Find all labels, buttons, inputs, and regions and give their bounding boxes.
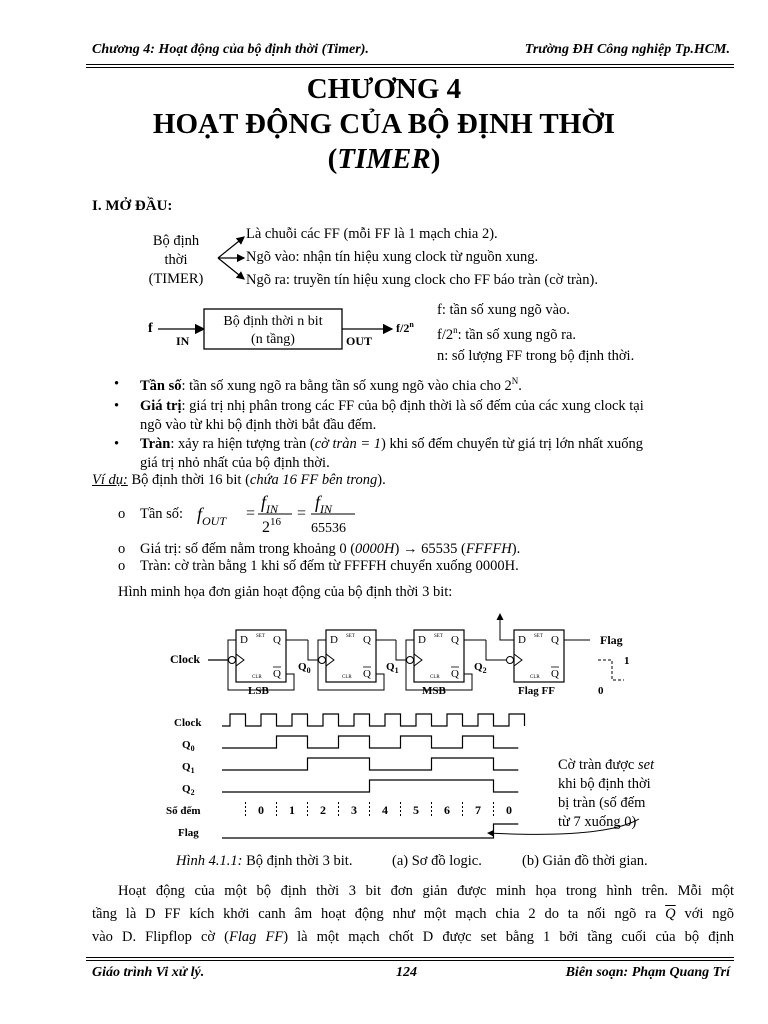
- section-heading: I. MỞ ĐẦU:: [92, 198, 173, 214]
- timer-block-diagram: [140, 303, 430, 353]
- svg-text:65536: 65536: [311, 521, 346, 536]
- count-value: 3: [351, 803, 357, 817]
- count-value: 5: [413, 803, 419, 817]
- footer-rule: [86, 957, 734, 958]
- q1-waveform: [222, 758, 518, 770]
- figure-caption: Hình 4.1.1: Bộ định thời 3 bit.: [176, 853, 353, 869]
- timing-waveforms: [222, 714, 525, 838]
- count-sequence: [246, 802, 513, 818]
- legend-item: f: tần số xung ngõ vào.: [437, 302, 570, 318]
- svg-text:CLR: CLR: [430, 675, 440, 680]
- flag-waveform: [222, 824, 518, 838]
- block-output: f/2$^n$: [396, 320, 414, 335]
- frequency-formula: [195, 488, 365, 540]
- svg-text:=: =: [246, 505, 256, 522]
- intro-item: Là chuỗi các FF (mỗi FF là 1 mạch chia 2).: [246, 226, 498, 242]
- header-rule: [86, 64, 734, 65]
- flag-ff-label: Flag FF: [518, 685, 555, 697]
- svg-text:SET: SET: [346, 634, 355, 639]
- block-input: f: [148, 321, 153, 336]
- lsb-label: LSB: [248, 685, 269, 697]
- count-value: 0: [506, 803, 512, 817]
- timing-q0-label: $Q_0$: [182, 739, 195, 753]
- svg-text:0: 0: [598, 685, 604, 697]
- svg-text:fIN: $f_{IN}$: [261, 492, 279, 516]
- flip-flop-flag: [514, 630, 564, 697]
- flag-output-label: Flag: [600, 633, 623, 647]
- count-value: 4: [382, 803, 388, 817]
- timing-clock-label: Clock: [174, 717, 202, 729]
- example-bullet-o: o: [118, 558, 126, 574]
- block-out-label: OUT: [346, 334, 373, 348]
- q2-waveform: [222, 780, 518, 792]
- q1-label: $Q_1$: [386, 661, 399, 675]
- svg-text:Q: Q: [273, 634, 281, 646]
- block-subtitle: (n tầng): [251, 332, 295, 347]
- q2-label: $Q_2$: [474, 661, 487, 675]
- svg-text:CLR: CLR: [252, 675, 262, 680]
- svg-text:Q: Q: [273, 668, 281, 680]
- bullet-frequency: • Tần số: tần số xung ngõ ra bằng tần số xung ngõ vào chia cho $2^N$.: [114, 376, 522, 394]
- svg-text:D: D: [518, 634, 526, 646]
- chapter-number: CHƯƠNG 4: [306, 73, 462, 105]
- msb-label: MSB: [422, 685, 446, 697]
- svg-text:=: =: [297, 505, 307, 522]
- header-rule-thin: [86, 67, 734, 68]
- block-in-label: IN: [176, 334, 190, 348]
- q0-label: $Q_0$: [298, 661, 311, 675]
- svg-text:D: D: [330, 634, 338, 646]
- svg-text:Q: Q: [363, 634, 371, 646]
- svg-text:Q: Q: [551, 668, 559, 680]
- overflow-note: Cờ tràn được set khi bộ định thời bị tràn (số đếm từ 7 xuống 0): [558, 757, 655, 830]
- svg-text:D: D: [418, 634, 426, 646]
- legend-item: f/2$^n$: tần số xung ngõ ra.: [437, 325, 577, 343]
- footer-left: Giáo trình Vi xử lý.: [92, 965, 205, 980]
- timing-count-label: Số đếm: [166, 805, 201, 817]
- figure-intro: Hình minh họa đơn giản hoạt động của bộ định thời 3 bit:: [118, 584, 453, 600]
- timing-q1-label: $Q_1$: [182, 761, 195, 775]
- svg-text:SET: SET: [534, 634, 543, 639]
- chapter-subtitle: (TIMER): [327, 143, 441, 175]
- flip-flop-middle: [326, 630, 376, 682]
- svg-text:Q: Q: [451, 668, 459, 680]
- svg-text:1: 1: [624, 655, 630, 667]
- count-value: 6: [444, 803, 450, 817]
- svg-text:CLR: CLR: [342, 675, 352, 680]
- block-title: Bộ định thời n bit: [223, 314, 323, 329]
- svg-text:Q: Q: [363, 668, 371, 680]
- legend-item: n: số lượng FF trong bộ định thời.: [437, 348, 635, 364]
- count-value: 7: [475, 803, 481, 817]
- svg-text:SET: SET: [434, 634, 443, 639]
- svg-text:Q: Q: [451, 634, 459, 646]
- example-line: Ví dụ: Bộ định thời 16 bit (chứa 16 FF bên trong).: [92, 472, 386, 488]
- svg-text:fOUT: $f_{OUT}$: [197, 504, 227, 528]
- bullet-overflow: • Tràn: xảy ra hiện tượng tràn (cờ tràn = 1) khi số đếm chuyển từ giá trị lớn nhất xuống giá trị nhỏ nhất của bộ định thời.: [114, 436, 643, 471]
- q0-waveform: [222, 736, 518, 748]
- count-value: 1: [289, 803, 295, 817]
- timing-q2-label: $Q_2$: [182, 783, 195, 797]
- intro-item: Ngõ vào: nhận tín hiệu xung clock từ nguồn xung.: [246, 249, 539, 265]
- example-bullet-o: o: [118, 541, 126, 557]
- flip-flop-msb: [414, 630, 464, 697]
- page-number: 124: [396, 965, 417, 980]
- caption-part-b: (b) Giản đồ thời gian.: [522, 853, 648, 869]
- clock-waveform: [222, 714, 525, 726]
- svg-text:216: $2^{16}$: [262, 516, 281, 536]
- svg-text:Q: Q: [551, 634, 559, 646]
- example-frequency-label: Tần số:: [140, 506, 184, 522]
- header-left: Chương 4: Hoạt động của bộ định thời (Timer).: [92, 42, 369, 57]
- timer-label: Bộ định thời (TIMER): [148, 233, 204, 287]
- example-overflow: Tràn: cờ tràn bằng 1 khi số đếm từ FFFFH chuyển xuống 0000H.: [140, 558, 519, 574]
- timing-flag-label: Flag: [178, 827, 199, 839]
- bullet-value: • Giá trị: giá trị nhị phân trong các FF của bộ định thời là số đếm của các xung clock tại ngõ vào từ khi bộ định thời bắt đầu đếm.: [114, 398, 644, 433]
- example-bullet-o: o: [118, 506, 126, 522]
- svg-text:CLR: CLR: [530, 675, 540, 680]
- footer-right: Biên soạn: Phạm Quang Trí: [565, 965, 730, 980]
- svg-text:fIN: $f_{IN}$: [315, 492, 333, 516]
- flip-flop-lsb: [236, 630, 286, 697]
- count-value: 0: [258, 803, 264, 817]
- intro-item: Ngõ ra: truyền tín hiệu xung clock cho FF báo tràn (cờ tràn).: [246, 272, 598, 288]
- clock-input-label: Clock: [170, 652, 200, 666]
- svg-text:D: D: [240, 634, 248, 646]
- body-paragraph: Hoạt động của một bộ định thời 3 bit đơn giản được minh họa trong hình trên. Mỗi một tầng là D FF kích khởi canh âm hoạt động như một mạch chia 2 do ta nối ngõ ra $\overline{Q}$ với ngõ vào D. Flipflop cờ (Flag FF) là một mạch chốt D được set bằng 1 bởi tầng cuối của bộ định: [92, 883, 735, 945]
- count-value: 2: [320, 803, 326, 817]
- example-value-range: Giá trị: số đếm nằm trong khoảng 0 (0000H) → 65535 (FFFFH).: [140, 541, 521, 557]
- overflow-note-arrow: [484, 805, 684, 845]
- svg-text:SET: SET: [256, 634, 265, 639]
- header-right: Trường ĐH Công nghiệp Tp.HCM.: [524, 42, 730, 57]
- chapter-title: HOẠT ĐỘNG CỦA BỘ ĐỊNH THỜI: [152, 108, 616, 140]
- caption-part-a: (a) Sơ đồ logic.: [392, 853, 482, 869]
- footer-rule-thin: [86, 960, 734, 961]
